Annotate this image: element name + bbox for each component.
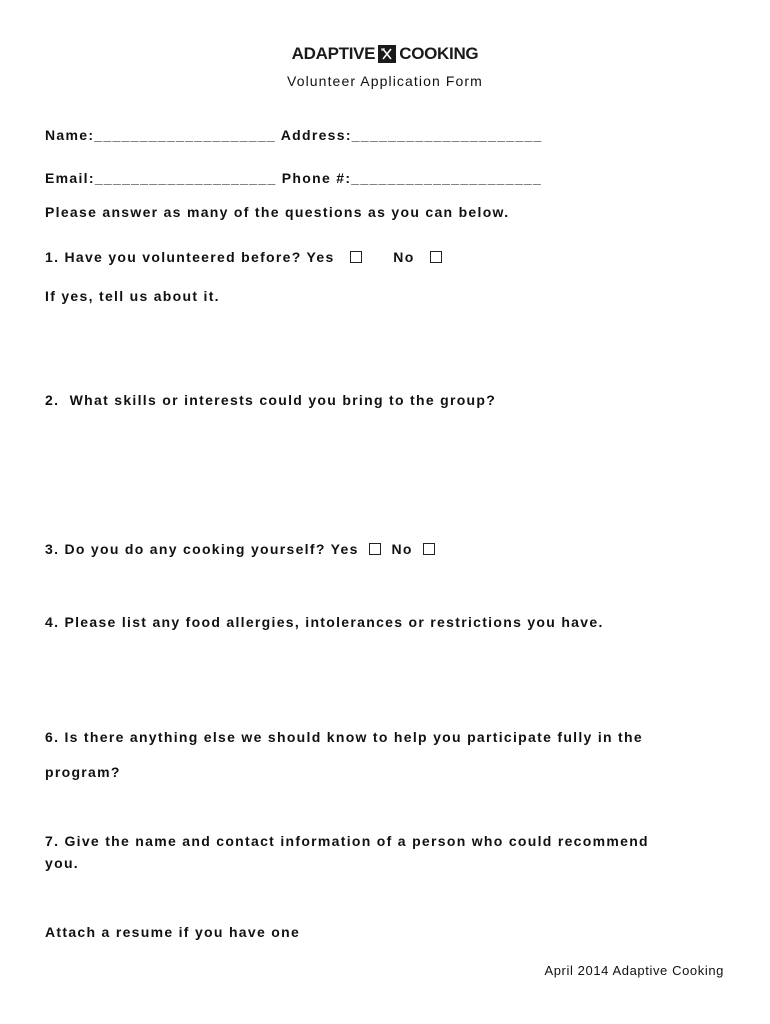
question-6-line-1: 6. Is there anything else we should know to help you participate fully in the: [45, 729, 643, 745]
question-1-yes-label: Yes: [306, 249, 335, 265]
name-address-row: [45, 127, 543, 143]
question-3-text: 3. Do you do any cooking yourself?: [45, 541, 326, 557]
question-3: [45, 541, 435, 557]
question-7-line-1: 7. Give the name and contact information of a person who could recommend: [45, 833, 649, 849]
question-4: 4. Please list any food allergies, intolerances or restrictions you have.: [45, 614, 604, 630]
logo-word-left: ADAPTIVE: [291, 44, 376, 63]
question-2: 2. What skills or interests could you bring to the group?: [45, 392, 497, 408]
fork-knife-icon: [378, 45, 396, 63]
question-6-line-2: program?: [45, 764, 121, 780]
question-1-no-checkbox[interactable]: [430, 251, 442, 263]
name-field[interactable]: ____________________: [94, 127, 277, 143]
question-1-no-label: No: [393, 249, 415, 265]
phone-label: Phone #:: [281, 170, 352, 186]
phone-field[interactable]: _____________________: [351, 170, 543, 186]
question-3-yes-label: Yes: [330, 541, 359, 557]
address-field[interactable]: _____________________: [351, 127, 543, 143]
footer-text: April 2014 Adaptive Cooking: [544, 963, 724, 978]
attach-resume-note: Attach a resume if you have one: [45, 924, 301, 940]
question-7-line-2: you.: [45, 855, 79, 871]
question-3-no-checkbox[interactable]: [423, 543, 435, 555]
question-1-yes-checkbox[interactable]: [350, 251, 362, 263]
question-1-text: 1. Have you volunteered before?: [45, 249, 302, 265]
logo: [0, 44, 770, 64]
name-label: Name:: [45, 127, 95, 143]
address-label: Address:: [280, 127, 352, 143]
logo-word-right: COOKING: [399, 44, 479, 63]
question-3-yes-checkbox[interactable]: [369, 543, 381, 555]
question-3-no-label: No: [391, 541, 413, 557]
email-field[interactable]: ____________________: [94, 170, 277, 186]
email-label: Email:: [45, 170, 95, 186]
question-1: [45, 249, 442, 265]
form-title: Volunteer Application Form: [287, 73, 483, 89]
question-1-followup: If yes, tell us about it.: [45, 288, 220, 304]
email-phone-row: [45, 170, 542, 186]
instructions: Please answer as many of the questions as you can below.: [45, 204, 510, 220]
